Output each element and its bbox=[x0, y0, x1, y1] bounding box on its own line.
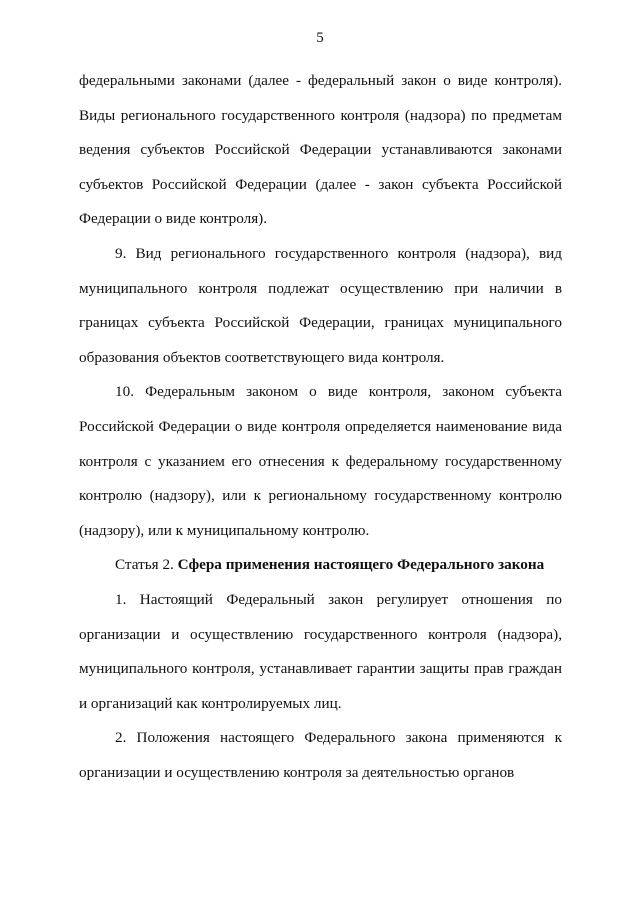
paragraph-9: 9. Вид регионального государственного контроля (надзора), вид муниципального контроля подлежат осуществлению при наличии в границах субъекта Российской Федерации, границах муниципального образования объектов соответствующего вида контроля. bbox=[79, 244, 562, 366]
paragraph-10: 10. Федеральным законом о виде контроля, законом субъекта Российской Федерации о виде контроля определяется наименование вида контроля с указанием его отнесения к федеральному государственному контролю (надзору), или к региональному государственному контролю (надзору), или к муниципальному контролю. bbox=[79, 383, 562, 539]
article-prefix: Статья 2. bbox=[115, 556, 174, 574]
article-paragraph-2: 2. Положения настоящего Федерального закона применяются к организации и осуществлению контроля за деятельностью органов bbox=[79, 729, 562, 781]
paragraph-continuation: федеральными законами (далее - федеральный закон о виде контроля). Виды регионального государственного контроля (надзора) по предметам ведения субъектов Российской Федерации устанавливаются законами субъектов Российской Федерации (далее - закон субъекта Российской Федерации о виде контроля). bbox=[79, 72, 562, 228]
article-paragraph-1: 1. Настоящий Федеральный закон регулирует отношения по организации и осуществлению государственного контроля (надзора), муниципального контроля, устанавливает гарантии защиты прав граждан и организаций как контролируемых лиц. bbox=[79, 590, 562, 712]
article-heading bbox=[79, 548, 562, 583]
article-title: Сфера применения настоящего Федерального закона bbox=[177, 556, 545, 574]
page-number: 5 bbox=[316, 30, 324, 46]
document-body bbox=[79, 64, 562, 790]
